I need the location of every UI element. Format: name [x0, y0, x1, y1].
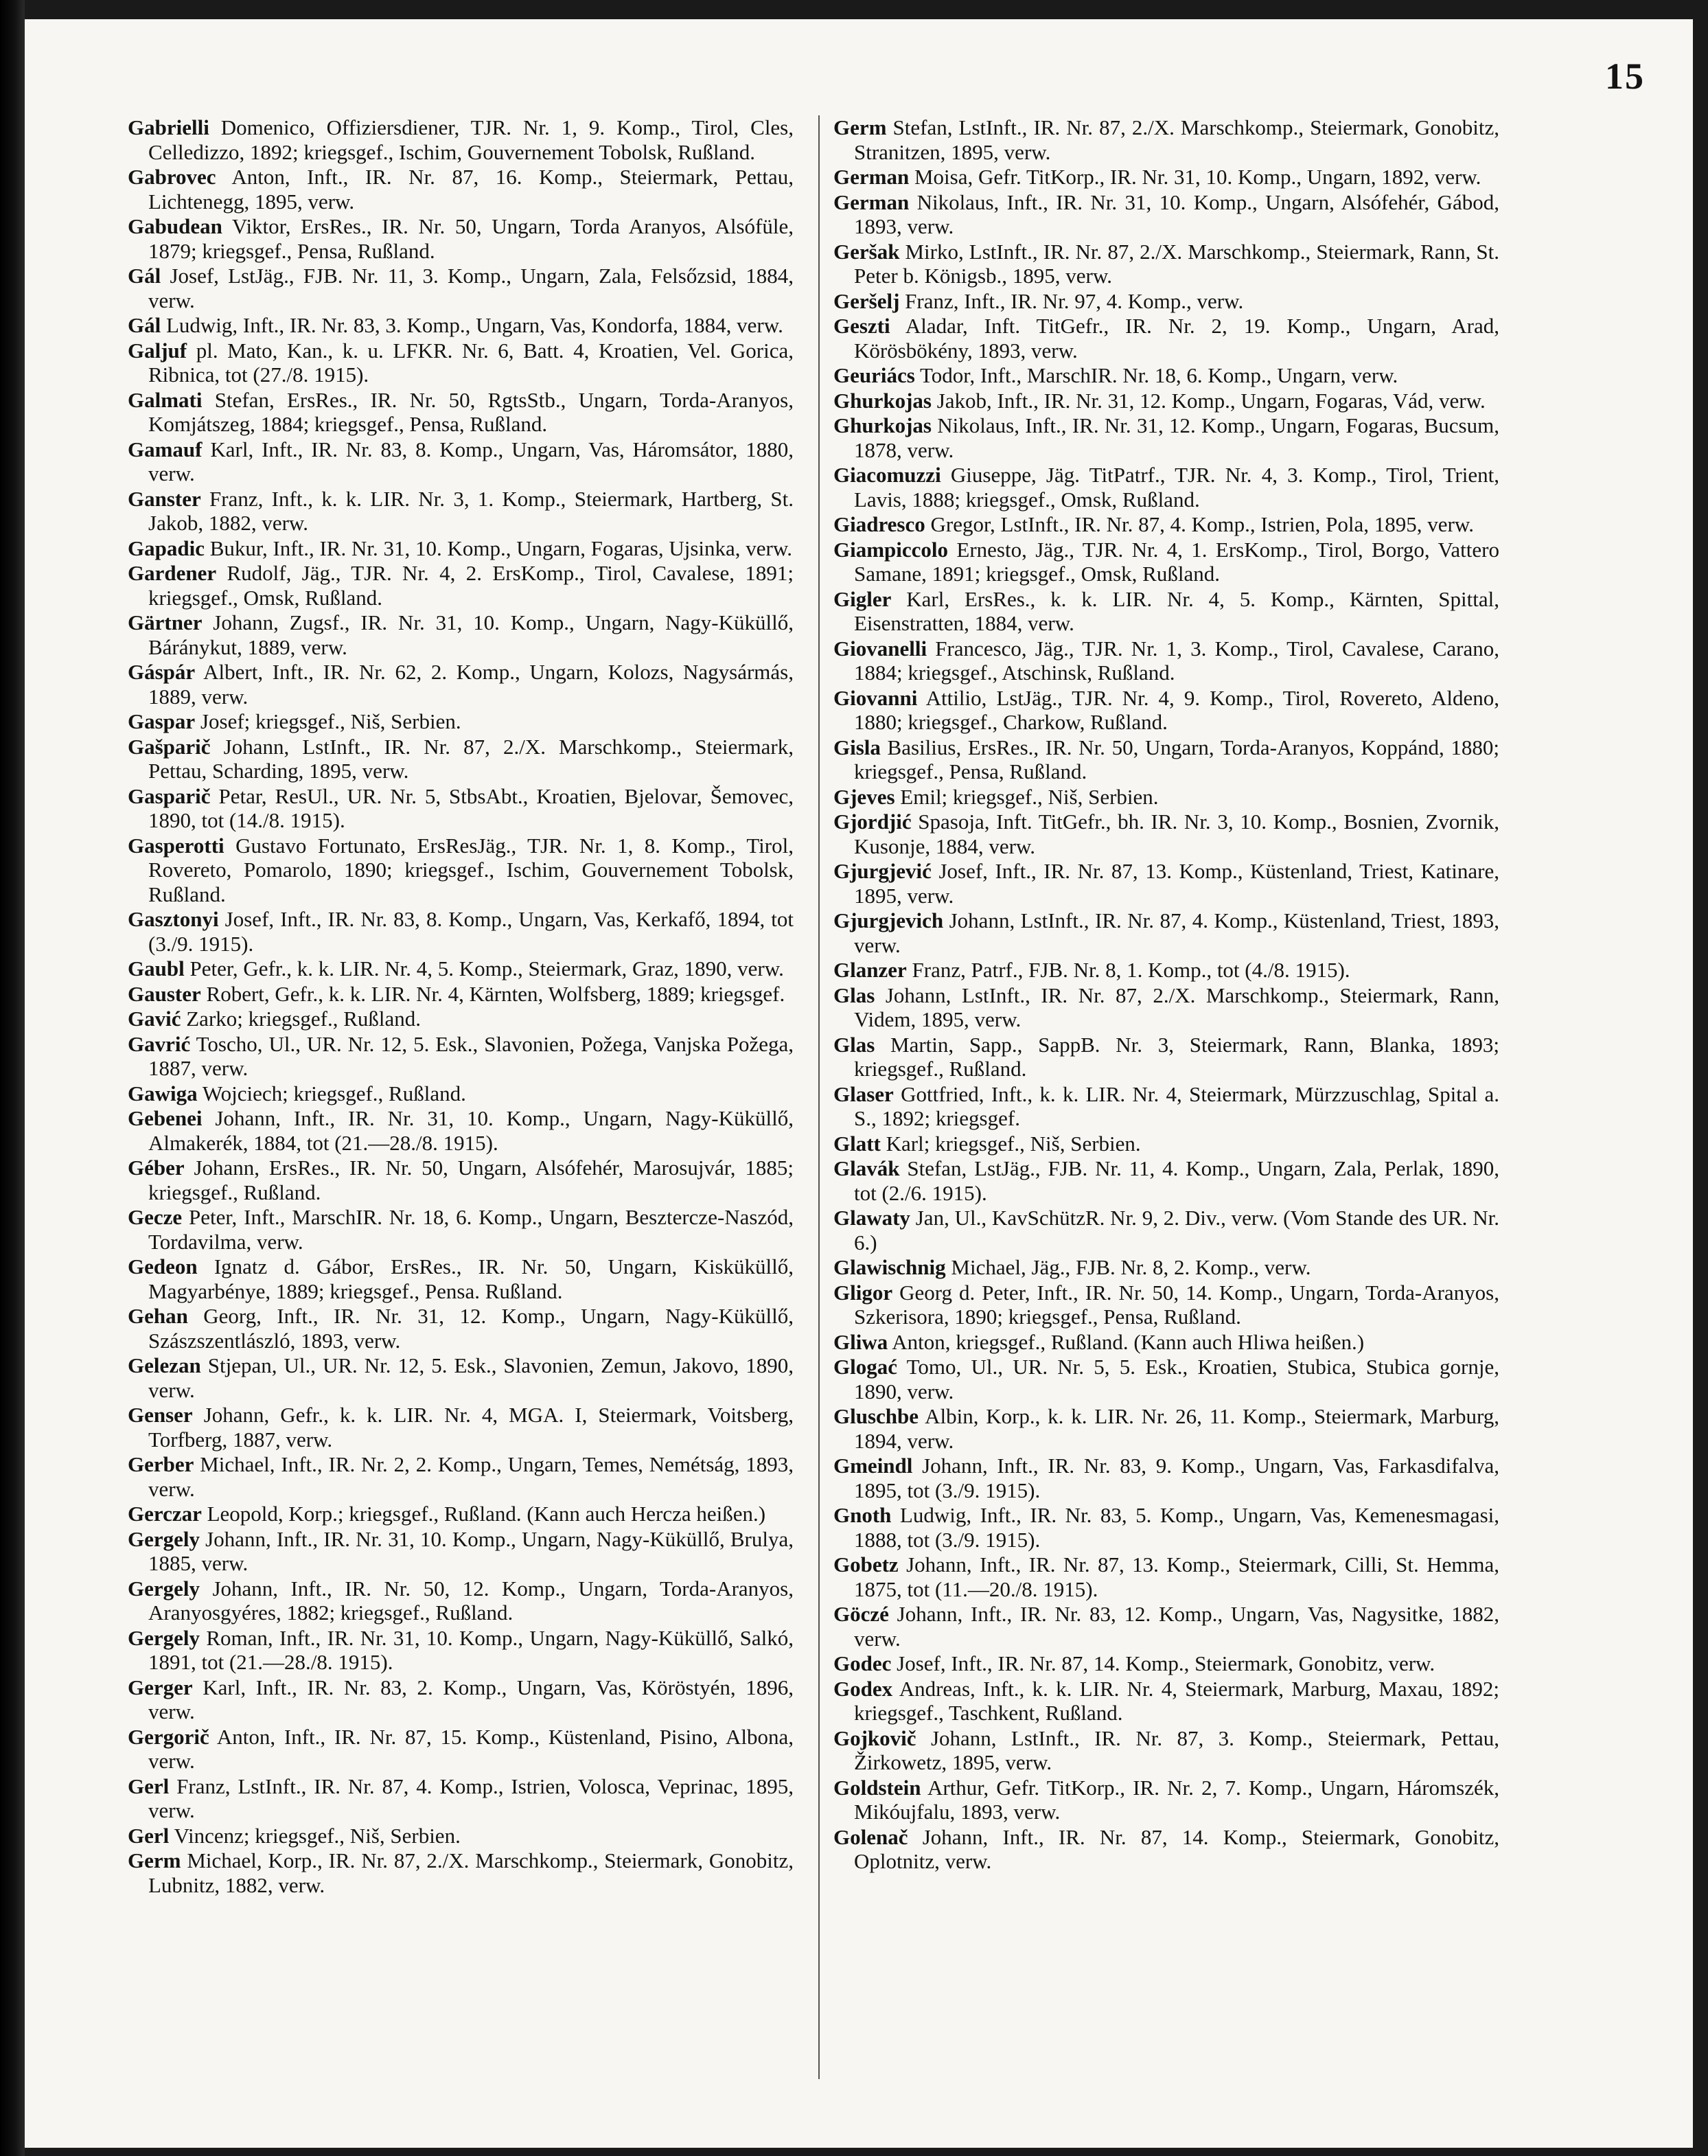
- entry-details: Johann, Inft., IR. Nr. 83, 9. Komp., Ungarn, Vas, Farkasdifalva, 1895, tot (3./9. 1915).: [854, 1454, 1499, 1502]
- entry-details: Albert, Inft., IR. Nr. 62, 2. Komp., Ungarn, Kolozs, Nagysármás, 1889, verw.: [148, 660, 794, 709]
- entry-details: Ignatz d. Gábor, ErsRes., IR. Nr. 50, Ungarn, Kisküküllő, Magyarbénye, 1889; kriegsgef., Pensa. Rußland.: [148, 1254, 794, 1303]
- entry-surname: Gliwa: [833, 1329, 888, 1354]
- entry-surname: Gligor: [833, 1280, 893, 1305]
- register-entry: [833, 686, 1499, 735]
- register-entry: [128, 1032, 794, 1081]
- entry-details: Toscho, Ul., UR. Nr. 12, 5. Esk., Slavonien, Požega, Vanjska Požega, 1887, verw.: [148, 1031, 794, 1080]
- register-entry: [128, 1403, 794, 1452]
- entry-details: Francesco, Jäg., TJR. Nr. 1, 3. Komp., Tirol, Cavalese, Carano, 1884; kriegsgef., Atschinsk, Rußland.: [854, 636, 1499, 685]
- entry-surname: Glaser: [833, 1081, 894, 1106]
- entry-details: Tomo, Ul., UR. Nr. 5, 5. Esk., Kroatien, Stubica, Stubica gornje, 1890, verw.: [854, 1355, 1499, 1403]
- register-entry: [128, 1576, 794, 1625]
- document-page: [25, 19, 1693, 2148]
- entry-surname: Gabrielli: [128, 115, 209, 139]
- entry-details: Johann, Inft., IR. Nr. 31, 10. Komp., Ungarn, Nagy-Küküllő, Almakerék, 1884, tot (21.—28./8. 1915).: [148, 1106, 794, 1155]
- entry-surname: Gergely: [128, 1576, 200, 1601]
- register-entry: [833, 240, 1499, 288]
- entry-surname: Gašparič: [128, 734, 211, 759]
- register-entry: [833, 1132, 1499, 1156]
- entry-surname: Gmeindl: [833, 1454, 913, 1478]
- register-entry: [128, 487, 794, 536]
- register-entry: [833, 413, 1499, 462]
- register-entry: [833, 289, 1499, 314]
- entry-details: Franz, Inft., k. k. LIR. Nr. 3, 1. Komp., Steiermark, Hartberg, St. Jakob, 1882, verw.: [148, 486, 794, 535]
- entry-details: Attilio, LstJäg., TJR. Nr. 4, 9. Komp., Tirol, Rovereto, Aldeno, 1880; kriegsgef., Charkow, Rußland.: [854, 685, 1499, 734]
- register-entry: [128, 709, 794, 734]
- register-entry: [833, 810, 1499, 858]
- entry-surname: Göczé: [833, 1602, 889, 1626]
- register-entry: [128, 115, 794, 164]
- entry-surname: Ghurkojas: [833, 388, 932, 413]
- register-entry: [128, 834, 794, 907]
- register-entry: [128, 610, 794, 659]
- register-entry: [833, 363, 1499, 388]
- entry-details: Wojciech; kriegsgef., Rußland.: [197, 1081, 466, 1105]
- entry-surname: Gedeon: [128, 1254, 198, 1278]
- entry-surname: Gehan: [128, 1304, 188, 1328]
- register-entry: [128, 1452, 794, 1501]
- entry-surname: Gjurgjević: [833, 859, 932, 883]
- entry-details: Johann, LstInft., IR. Nr. 87, 3. Komp., Steiermark, Pettau, Žirkowetz, 1895, verw.: [854, 1725, 1499, 1774]
- register-entry: [833, 314, 1499, 363]
- entry-surname: Gauster: [128, 981, 201, 1006]
- entry-details: Gustavo Fortunato, ErsResJäg., TJR. Nr. 1, 8. Komp., Tirol, Rovereto, Pomarolo, 1890; kriegsgef., Ischim, Gouvernement Tobolsk, Rußland.: [148, 833, 794, 906]
- entry-surname: Gergely: [128, 1526, 200, 1551]
- entry-surname: Gjurgjevich: [833, 908, 944, 932]
- register-entry: [833, 1552, 1499, 1601]
- register-entry: [833, 1825, 1499, 1874]
- entry-details: Karl, Inft., IR. Nr. 83, 8. Komp., Ungarn, Vas, Háromsátor, 1880, verw.: [148, 437, 794, 485]
- entry-surname: Geuriács: [833, 363, 915, 387]
- entry-details: Johann, ErsRes., IR. Nr. 50, Ungarn, Alsófehér, Marosujvár, 1885; kriegsgef., Rußland.: [148, 1156, 794, 1204]
- scan-edge: [0, 0, 25, 2156]
- entry-details: Johann, LstInft., IR. Nr. 87, 4. Komp., Küstenland, Triest, 1893, verw.: [854, 908, 1499, 957]
- register-entry: [833, 512, 1499, 537]
- register-entry: [128, 1081, 794, 1106]
- entry-surname: Glanzer: [833, 958, 907, 982]
- entry-details: Roman, Inft., IR. Nr. 31, 10. Komp., Ungarn, Nagy-Küküllő, Salkó, 1891, tot (21.—28./8. 1915).: [148, 1625, 794, 1674]
- entry-surname: Gawiga: [128, 1081, 198, 1105]
- register-entry: [128, 1848, 794, 1897]
- entry-surname: Gasparič: [128, 783, 211, 808]
- entry-surname: Géber: [128, 1156, 185, 1180]
- entry-details: Anton, kriegsgef., Rußland. (Kann auch Hliwa heißen.): [888, 1329, 1365, 1354]
- entry-surname: Gerl: [128, 1774, 170, 1798]
- entry-surname: Germ: [128, 1848, 181, 1872]
- entry-details: Peter, Gefr., k. k. LIR. Nr. 4, 5. Komp., Steiermark, Graz, 1890, verw.: [184, 956, 784, 980]
- entry-surname: Gjeves: [833, 784, 895, 809]
- entry-details: Mirko, LstInft., IR. Nr. 87, 2./X. Marschkomp., Steiermark, Rann, St. Peter b. Königsb., 1895, verw.: [854, 239, 1499, 288]
- entry-details: Johann, Inft., IR. Nr. 83, 12. Komp., Ungarn, Vas, Nagysitke, 1882, verw.: [854, 1602, 1499, 1651]
- register-entry: [128, 388, 794, 437]
- register-entry: [833, 1602, 1499, 1651]
- entry-details: pl. Mato, Kan., k. u. LFKR. Nr. 6, Batt. 4, Kroatien, Vel. Gorica, Ribnica, tot (27./8. 1915).: [148, 338, 794, 387]
- entry-details: Martin, Sapp., SappB. Nr. 3, Steiermark, Rann, Blanka, 1893; kriegsgef., Rußland.: [854, 1032, 1499, 1081]
- entry-details: Johann, Gefr., k. k. LIR. Nr. 4, MGA. I, Steiermark, Voitsberg, Torfberg, 1887, verw.: [148, 1403, 794, 1452]
- register-entry: [833, 1355, 1499, 1403]
- entry-details: Johann, LstInft., IR. Nr. 87, 2./X. Marschkomp., Steiermark, Rann, Videm, 1895, verw.: [854, 983, 1499, 1031]
- entry-surname: Gavić: [128, 1007, 181, 1031]
- register-entry: [833, 1255, 1499, 1280]
- entry-details: Franz, Patrf., FJB. Nr. 8, 1. Komp., tot (4./8. 1915).: [906, 958, 1350, 982]
- register-entry: [128, 1205, 794, 1254]
- register-entry: [128, 784, 794, 833]
- register-entry: [128, 264, 794, 312]
- register-entry: [128, 1675, 794, 1724]
- entry-details: Josef, Inft., IR. Nr. 87, 14. Komp., Steiermark, Gonobitz, verw.: [891, 1651, 1435, 1675]
- entry-details: Emil; kriegsgef., Niš, Serbien.: [895, 784, 1159, 809]
- register-entry: [128, 1254, 794, 1303]
- entry-details: Aladar, Inft. TitGefr., IR. Nr. 2, 19. Komp., Ungarn, Arad, Körösbökény, 1893, verw.: [854, 314, 1499, 363]
- entry-surname: Gergely: [128, 1625, 200, 1650]
- register-entry: [833, 735, 1499, 784]
- register-entry: [833, 1330, 1499, 1355]
- entry-details: Albin, Korp., k. k. LIR. Nr. 26, 11. Komp., Steiermark, Marburg, 1894, verw.: [854, 1404, 1499, 1453]
- register-entry: [833, 1651, 1499, 1676]
- register-entry: [833, 1503, 1499, 1552]
- register-entry: [128, 735, 794, 783]
- register-entry: [128, 536, 794, 561]
- entry-surname: Glas: [833, 1032, 875, 1057]
- register-entry: [128, 1626, 794, 1675]
- entry-surname: Genser: [128, 1403, 193, 1427]
- register-entry: [833, 785, 1499, 810]
- entry-details: Johann, Inft., IR. Nr. 50, 12. Komp., Ungarn, Torda-Aranyos, Aranyosgyéres, 1882; kriegsgef., Rußland.: [148, 1576, 794, 1625]
- entry-details: Rudolf, Jäg., TJR. Nr. 4, 2. ErsKomp., Tirol, Cavalese, 1891; kriegsgef., Omsk, Rußland.: [148, 561, 794, 610]
- register-entry: [833, 1776, 1499, 1824]
- entry-details: Ludwig, Inft., IR. Nr. 83, 5. Komp., Ungarn, Vas, Kemenesmagasi, 1888, tot (3./9. 1915).: [854, 1503, 1499, 1552]
- entry-details: Michael, Korp., IR. Nr. 87, 2./X. Marschkomp., Steiermark, Gonobitz, Lubnitz, 1882, verw.: [148, 1848, 794, 1897]
- entry-details: Ludwig, Inft., IR. Nr. 83, 3. Komp., Ungarn, Vas, Kondorfa, 1884, verw.: [161, 313, 783, 337]
- register-entry: [833, 1281, 1499, 1329]
- entry-surname: Gelezan: [128, 1353, 201, 1377]
- register-entry: [128, 1304, 794, 1353]
- entry-surname: Goldstein: [833, 1775, 921, 1800]
- entry-surname: Gáspár: [128, 660, 196, 684]
- entry-surname: Gecze: [128, 1205, 183, 1229]
- register-entry: [833, 389, 1499, 413]
- register-entry: [833, 587, 1499, 636]
- register-entry: [833, 859, 1499, 908]
- register-entry: [128, 1353, 794, 1402]
- register-entry: [128, 1725, 794, 1774]
- entry-details: Domenico, Offiziersdiener, TJR. Nr. 1, 9. Komp., Tirol, Cles, Celledizzo, 1892; kriegsgef., Ischim, Gouvernement Tobolsk, Rußland.: [148, 115, 794, 164]
- entry-details: Peter, Inft., MarschIR. Nr. 18, 6. Komp., Ungarn, Besztercze-Naszód, Tordavilma, verw.: [148, 1205, 794, 1254]
- register-entry: [833, 463, 1499, 512]
- register-entry: [833, 1454, 1499, 1502]
- register-entry: [833, 1726, 1499, 1775]
- entry-details: Josef, LstJäg., FJB. Nr. 11, 3. Komp., Ungarn, Zala, Felsőzsid, 1884, verw.: [148, 264, 794, 312]
- entry-surname: Gapadic: [128, 536, 205, 560]
- entry-surname: Gisla: [833, 735, 881, 759]
- entry-surname: German: [833, 165, 910, 189]
- register-entry: [833, 1206, 1499, 1254]
- entry-details: Michael, Jäg., FJB. Nr. 8, 2. Komp., verw.: [945, 1255, 1311, 1279]
- entry-surname: Galmati: [128, 387, 203, 412]
- entry-surname: Gardener: [128, 561, 217, 585]
- entry-surname: Gerl: [128, 1823, 170, 1848]
- entry-details: Petar, ResUl., UR. Nr. 5, StbsAbt., Kroatien, Bjelovar, Šemovec, 1890, tot (14./8. 1915).: [148, 783, 794, 832]
- entry-details: Andreas, Inft., k. k. LIR. Nr. 4, Steiermark, Marburg, Maxau, 1892; kriegsgef., Taschkent, Rußland.: [854, 1676, 1499, 1725]
- entry-details: Jakob, Inft., IR. Nr. 31, 12. Komp., Ungarn, Fogaras, Vád, verw.: [931, 388, 1486, 413]
- entry-details: Michael, Inft., IR. Nr. 2, 2. Komp., Ungarn, Temes, Nemétság, 1893, verw.: [148, 1452, 794, 1501]
- entry-surname: Gabrovec: [128, 165, 216, 189]
- register-entry: [833, 958, 1499, 983]
- entry-surname: Ghurkojas: [833, 413, 932, 437]
- entry-details: Nikolaus, Inft., IR. Nr. 31, 12. Komp., Ungarn, Fogaras, Bucsum, 1878, verw.: [854, 413, 1499, 462]
- entry-details: Robert, Gefr., k. k. LIR. Nr. 4, Kärnten, Wolfsberg, 1889; kriegsgef.: [200, 981, 785, 1006]
- register-entry: [833, 908, 1499, 957]
- entry-details: Josef, Inft., IR. Nr. 87, 13. Komp., Küstenland, Triest, Katinare, 1895, verw.: [854, 859, 1499, 908]
- register-entry: [833, 1082, 1499, 1131]
- entry-details: Stefan, LstJäg., FJB. Nr. 11, 4. Komp., Ungarn, Zala, Perlak, 1890, tot (2./6. 1915).: [854, 1156, 1499, 1205]
- register-entry: [128, 1106, 794, 1155]
- entry-details: Karl; kriegsgef., Niš, Serbien.: [880, 1131, 1141, 1156]
- register-entry: [128, 1502, 794, 1526]
- register-entry: [833, 190, 1499, 239]
- entry-details: Gottfried, Inft., k. k. LIR. Nr. 4, Steiermark, Mürzzuschlag, Spital a. S., 1892; kriegsgef.: [854, 1081, 1499, 1130]
- register-entry: [128, 165, 794, 214]
- entry-surname: Ganster: [128, 486, 201, 511]
- register-entry: [128, 956, 794, 981]
- entry-details: Zarko; kriegsgef., Rußland.: [181, 1007, 422, 1031]
- register-entry: [128, 907, 794, 956]
- register-entry: [128, 1156, 794, 1204]
- entry-details: Josef, Inft., IR. Nr. 83, 8. Komp., Ungarn, Vas, Kerkafő, 1894, tot (3./9. 1915).: [148, 907, 794, 956]
- entry-surname: Gluschbe: [833, 1404, 919, 1428]
- entry-surname: Gaubl: [128, 956, 185, 980]
- entry-surname: Gerber: [128, 1452, 194, 1476]
- entry-details: Anton, Inft., IR. Nr. 87, 15. Komp., Küstenland, Pisino, Albona, verw.: [148, 1724, 794, 1773]
- entry-details: Todor, Inft., MarschIR. Nr. 18, 6. Komp., Ungarn, verw.: [914, 363, 1398, 387]
- entry-surname: Gál: [128, 313, 161, 337]
- entry-surname: Giacomuzzi: [833, 463, 941, 487]
- register-entry: [128, 339, 794, 387]
- register-entry: [128, 214, 794, 263]
- register-entry: [128, 313, 794, 338]
- entry-details: Georg, Inft., IR. Nr. 31, 12. Komp., Ungarn, Nagy-Küküllő, Szászszentlászló, 1893, verw.: [148, 1304, 794, 1353]
- entry-surname: Gnoth: [833, 1503, 892, 1527]
- entry-surname: Gál: [128, 264, 161, 288]
- entry-surname: Glawischnig: [833, 1255, 946, 1279]
- left-column: [128, 115, 794, 1898]
- register-entry: [128, 561, 794, 610]
- entry-details: Johann, Inft., IR. Nr. 87, 13. Komp., Steiermark, Cilli, St. Hemma, 1875, tot (11.—20./8. 1915).: [854, 1552, 1499, 1601]
- entry-details: Ernesto, Jäg., TJR. Nr. 4, 1. ErsKomp., Tirol, Borgo, Vattero Samane, 1891; kriegsgef., Omsk, Rußland.: [854, 537, 1499, 586]
- register-entry: [128, 1527, 794, 1576]
- entry-surname: Gavrić: [128, 1031, 191, 1056]
- register-entry: [128, 1824, 794, 1848]
- entry-surname: Giovanni: [833, 685, 918, 710]
- entry-details: Johann, Zugsf., IR. Nr. 31, 10. Komp., Ungarn, Nagy-Küküllő, Báránykut, 1889, verw.: [148, 610, 794, 659]
- register-entry: [833, 983, 1499, 1032]
- entry-details: Franz, Inft., IR. Nr. 97, 4. Komp., verw.: [899, 288, 1244, 313]
- entry-details: Leopold, Korp.; kriegsgef., Rußland. (Kann auch Hercza heißen.): [201, 1502, 766, 1526]
- register-entry: [833, 1677, 1499, 1725]
- register-entry: [833, 1156, 1499, 1205]
- entry-surname: Gärtner: [128, 610, 203, 634]
- entry-details: Bukur, Inft., IR. Nr. 31, 10. Komp., Ungarn, Fogaras, Ujsinka, verw.: [204, 536, 792, 560]
- register-entry: [128, 1774, 794, 1823]
- entry-surname: Gjordjić: [833, 810, 912, 834]
- entry-surname: Giampiccolo: [833, 537, 949, 562]
- entry-surname: Gamauf: [128, 437, 203, 461]
- register-entry: [833, 1033, 1499, 1081]
- entry-surname: Gebenei: [128, 1106, 203, 1130]
- entry-surname: Gojkovič: [833, 1725, 916, 1750]
- entry-details: Josef; kriegsgef., Niš, Serbien.: [195, 709, 461, 733]
- entry-details: Vincenz; kriegsgef., Niš, Serbien.: [169, 1823, 461, 1848]
- entry-details: Stefan, LstInft., IR. Nr. 87, 2./X. Marschkomp., Steiermark, Gonobitz, Stranitzen, 1895, verw.: [854, 115, 1499, 164]
- entry-details: Basilius, ErsRes., IR. Nr. 50, Ungarn, Torda-Aranyos, Koppánd, 1880; kriegsgef., Pensa, Rußland.: [854, 735, 1499, 783]
- entry-surname: German: [833, 190, 910, 214]
- entry-surname: Gasztonyi: [128, 907, 219, 931]
- entry-surname: Geršak: [833, 239, 900, 264]
- entry-details: Karl, ErsRes., k. k. LIR. Nr. 4, 5. Komp., Kärnten, Spittal, Eisenstratten, 1884, verw.: [854, 586, 1499, 635]
- entry-details: Stefan, ErsRes., IR. Nr. 50, RgtsStb., Ungarn, Torda-Aranyos, Komjátszeg, 1884; kriegsgef., Pensa, Rußland.: [148, 387, 794, 436]
- entry-surname: Godex: [833, 1676, 893, 1701]
- entry-surname: Giovanelli: [833, 636, 927, 661]
- entry-details: Franz, LstInft., IR. Nr. 87, 4. Komp., Istrien, Volosca, Veprinac, 1895, verw.: [148, 1774, 794, 1822]
- entry-details: Nikolaus, Inft., IR. Nr. 31, 10. Komp., Ungarn, Alsófehér, Gábod, 1893, verw.: [854, 190, 1499, 238]
- page-number: 15: [1605, 56, 1645, 97]
- entry-surname: Gigler: [833, 586, 892, 611]
- register-entry: [128, 660, 794, 709]
- register-entry: [128, 437, 794, 486]
- entry-surname: Geszti: [833, 314, 890, 338]
- right-column: [833, 115, 1499, 1874]
- entry-details: Moisa, Gefr. TitKorp., IR. Nr. 31, 10. Komp., Ungarn, 1892, verw.: [909, 165, 1481, 189]
- entry-details: Spasoja, Inft. TitGefr., bh. IR. Nr. 3, 10. Komp., Bosnien, Zvornik, Kusonje, 1884, verw.: [854, 810, 1499, 858]
- entry-details: Arthur, Gefr. TitKorp., IR. Nr. 2, 7. Komp., Ungarn, Háromszék, Mikóujfalu, 1893, verw.: [854, 1775, 1499, 1824]
- entry-details: Viktor, ErsRes., IR. Nr. 50, Ungarn, Torda Aranyos, Alsófüle, 1879; kriegsgef., Pensa, Rußland.: [148, 214, 794, 263]
- entry-surname: Germ: [833, 115, 887, 139]
- entry-surname: Geršelj: [833, 288, 900, 313]
- entry-surname: Gasperotti: [128, 833, 224, 858]
- entry-details: Anton, Inft., IR. Nr. 87, 16. Komp., Steiermark, Pettau, Lichtenegg, 1895, verw.: [148, 165, 794, 214]
- entry-surname: Glavák: [833, 1156, 900, 1180]
- entry-surname: Glas: [833, 983, 875, 1007]
- entry-surname: Gaspar: [128, 709, 196, 733]
- entry-details: Johann, LstInft., IR. Nr. 87, 2./X. Marschkomp., Steiermark, Pettau, Scharding, 1895, verw.: [148, 734, 794, 783]
- entry-details: Georg d. Peter, Inft., IR. Nr. 50, 14. Komp., Ungarn, Torda-Aranyos, Szkerisora, 1890; kriegsgef., Pensa, Rußland.: [854, 1280, 1499, 1329]
- entry-details: Jan, Ul., KavSchützR. Nr. 9, 2. Div., verw. (Vom Stande des UR. Nr. 6.): [854, 1206, 1499, 1254]
- entry-details: Johann, Inft., IR. Nr. 87, 14. Komp., Steiermark, Gonobitz, Oplotnitz, verw.: [854, 1824, 1499, 1873]
- entry-details: Gregor, LstInft., IR. Nr. 87, 4. Komp., Istrien, Pola, 1895, verw.: [925, 512, 1474, 536]
- entry-surname: Godec: [833, 1651, 892, 1675]
- register-entry: [833, 165, 1499, 190]
- entry-surname: Gergorič: [128, 1724, 209, 1749]
- entry-details: Johann, Inft., IR. Nr. 31, 10. Komp., Ungarn, Nagy-Küküllő, Brulya, 1885, verw.: [148, 1526, 794, 1575]
- entry-surname: Gabudean: [128, 214, 222, 238]
- register-entry: [833, 1404, 1499, 1453]
- entry-surname: Golenač: [833, 1824, 908, 1849]
- register-entry: [833, 115, 1499, 164]
- entry-surname: Giadresco: [833, 512, 925, 536]
- entry-details: Stjepan, Ul., UR. Nr. 12, 5. Esk., Slavonien, Zemun, Jakovo, 1890, verw.: [148, 1353, 794, 1402]
- register-entry: [128, 982, 794, 1007]
- entry-surname: Galjuf: [128, 338, 187, 363]
- entry-details: Giuseppe, Jäg. TitPatrf., TJR. Nr. 4, 3. Komp., Tirol, Trient, Lavis, 1888; kriegsgef., Omsk, Rußland.: [854, 463, 1499, 512]
- entry-surname: Gobetz: [833, 1552, 899, 1576]
- entry-surname: Gerger: [128, 1675, 193, 1699]
- register-entry: [833, 538, 1499, 586]
- entry-surname: Gerczar: [128, 1502, 202, 1526]
- entry-surname: Glogać: [833, 1355, 897, 1379]
- entry-surname: Glatt: [833, 1131, 881, 1156]
- entry-surname: Glawaty: [833, 1206, 910, 1230]
- entry-details: Karl, Inft., IR. Nr. 83, 2. Komp., Ungarn, Vas, Köröstyén, 1896, verw.: [148, 1675, 794, 1723]
- register-entry: [128, 1007, 794, 1031]
- register-entry: [833, 637, 1499, 685]
- column-divider: [818, 115, 820, 2079]
